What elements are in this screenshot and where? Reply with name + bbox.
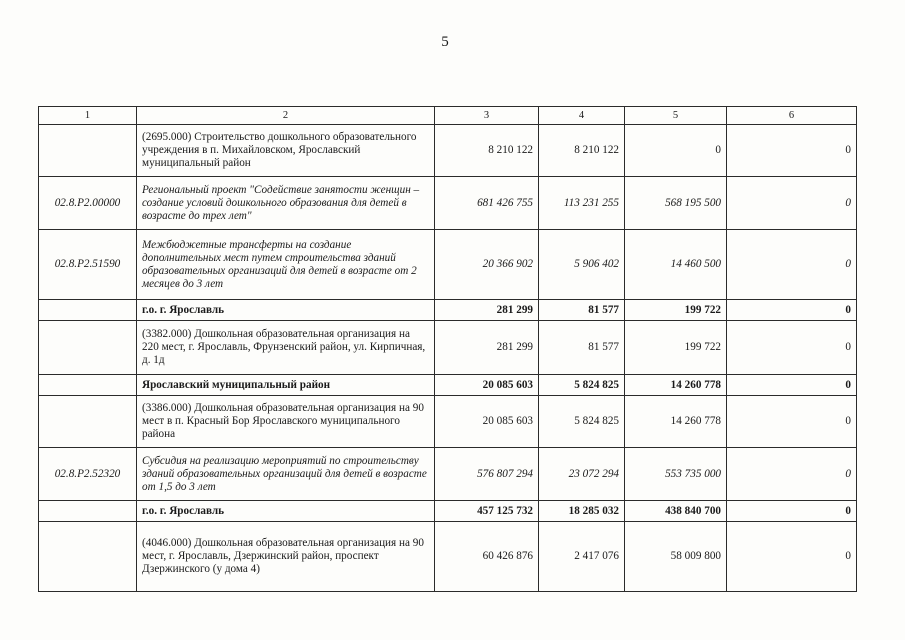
value-col3: 457 125 732	[435, 501, 539, 522]
table-row	[39, 177, 857, 230]
column-header: 1	[39, 107, 137, 125]
value-col6: 0	[727, 177, 857, 230]
value-col5: 0	[625, 125, 727, 177]
table-row	[39, 321, 857, 375]
value-col4: 113 231 255	[539, 177, 625, 230]
table-header-row	[39, 107, 857, 125]
value-col3: 8 210 122	[435, 125, 539, 177]
value-col6: 0	[727, 522, 857, 592]
item-name: (2695.000) Строительство дошкольного образовательного учреждения в п. Михайловском, Ярославский муниципальный район	[137, 125, 435, 177]
value-col6: 0	[727, 448, 857, 501]
budget-code	[39, 321, 137, 375]
value-col5: 14 460 500	[625, 230, 727, 300]
table-row	[39, 375, 857, 396]
column-header: 5	[625, 107, 727, 125]
item-name: г.о. г. Ярославль	[137, 501, 435, 522]
value-col4: 2 417 076	[539, 522, 625, 592]
budget-code	[39, 396, 137, 448]
value-col4: 81 577	[539, 321, 625, 375]
value-col3: 281 299	[435, 300, 539, 321]
value-col6: 0	[727, 501, 857, 522]
value-col6: 0	[727, 321, 857, 375]
value-col6: 0	[727, 396, 857, 448]
budget-code: 02.8.Р2.51590	[39, 230, 137, 300]
value-col4: 5 824 825	[539, 375, 625, 396]
value-col3: 681 426 755	[435, 177, 539, 230]
table-row	[39, 448, 857, 501]
value-col5: 438 840 700	[625, 501, 727, 522]
item-name: (3382.000) Дошкольная образовательная организация на 220 мест, г. Ярославль, Фрунзенский район, ул. Кирпичная, д. 1д	[137, 321, 435, 375]
table-row	[39, 300, 857, 321]
value-col4: 81 577	[539, 300, 625, 321]
item-name: Ярославский муниципальный район	[137, 375, 435, 396]
value-col5: 199 722	[625, 300, 727, 321]
value-col5: 553 735 000	[625, 448, 727, 501]
value-col3: 60 426 876	[435, 522, 539, 592]
value-col5: 568 195 500	[625, 177, 727, 230]
item-name: (4046.000) Дошкольная образовательная организация на 90 мест, г. Ярославль, Дзержинский район, проспект Дзержинского (у дома 4)	[137, 522, 435, 592]
item-name: Региональный проект "Содействие занятости женщин – создание условий дошкольного образования для детей в возрасте до трех лет"	[137, 177, 435, 230]
table-row	[39, 522, 857, 592]
item-name: (3386.000) Дошкольная образовательная организация на 90 мест в п. Красный Бор Ярославского муниципального района	[137, 396, 435, 448]
budget-code	[39, 300, 137, 321]
table-row	[39, 230, 857, 300]
value-col3: 20 085 603	[435, 375, 539, 396]
table-row	[39, 125, 857, 177]
table-row	[39, 396, 857, 448]
column-header: 3	[435, 107, 539, 125]
value-col6: 0	[727, 125, 857, 177]
value-col4: 5 824 825	[539, 396, 625, 448]
item-name: г.о. г. Ярославль	[137, 300, 435, 321]
value-col5: 58 009 800	[625, 522, 727, 592]
value-col4: 23 072 294	[539, 448, 625, 501]
item-name: Межбюджетные трансферты на создание дополнительных мест путем строительства зданий образовательных организаций для детей в возрасте от 2 месяцев до 3 лет	[137, 230, 435, 300]
column-header: 2	[137, 107, 435, 125]
table-row	[39, 501, 857, 522]
budget-code: 02.8.Р2.00000	[39, 177, 137, 230]
budget-code: 02.8.Р2.52320	[39, 448, 137, 501]
value-col3: 20 085 603	[435, 396, 539, 448]
value-col3: 281 299	[435, 321, 539, 375]
value-col4: 5 906 402	[539, 230, 625, 300]
value-col6: 0	[727, 375, 857, 396]
budget-code	[39, 501, 137, 522]
budget-table	[38, 106, 857, 592]
value-col5: 14 260 778	[625, 375, 727, 396]
value-col3: 576 807 294	[435, 448, 539, 501]
value-col5: 199 722	[625, 321, 727, 375]
column-header: 6	[727, 107, 857, 125]
value-col6: 0	[727, 300, 857, 321]
value-col4: 18 285 032	[539, 501, 625, 522]
column-header: 4	[539, 107, 625, 125]
budget-code	[39, 375, 137, 396]
value-col3: 20 366 902	[435, 230, 539, 300]
value-col4: 8 210 122	[539, 125, 625, 177]
item-name: Субсидия на реализацию мероприятий по строительству зданий образовательных организаций для детей в возрасте от 1,5 до 3 лет	[137, 448, 435, 501]
value-col6: 0	[727, 230, 857, 300]
page-number: 5	[441, 34, 449, 50]
budget-code	[39, 522, 137, 592]
value-col5: 14 260 778	[625, 396, 727, 448]
budget-code	[39, 125, 137, 177]
